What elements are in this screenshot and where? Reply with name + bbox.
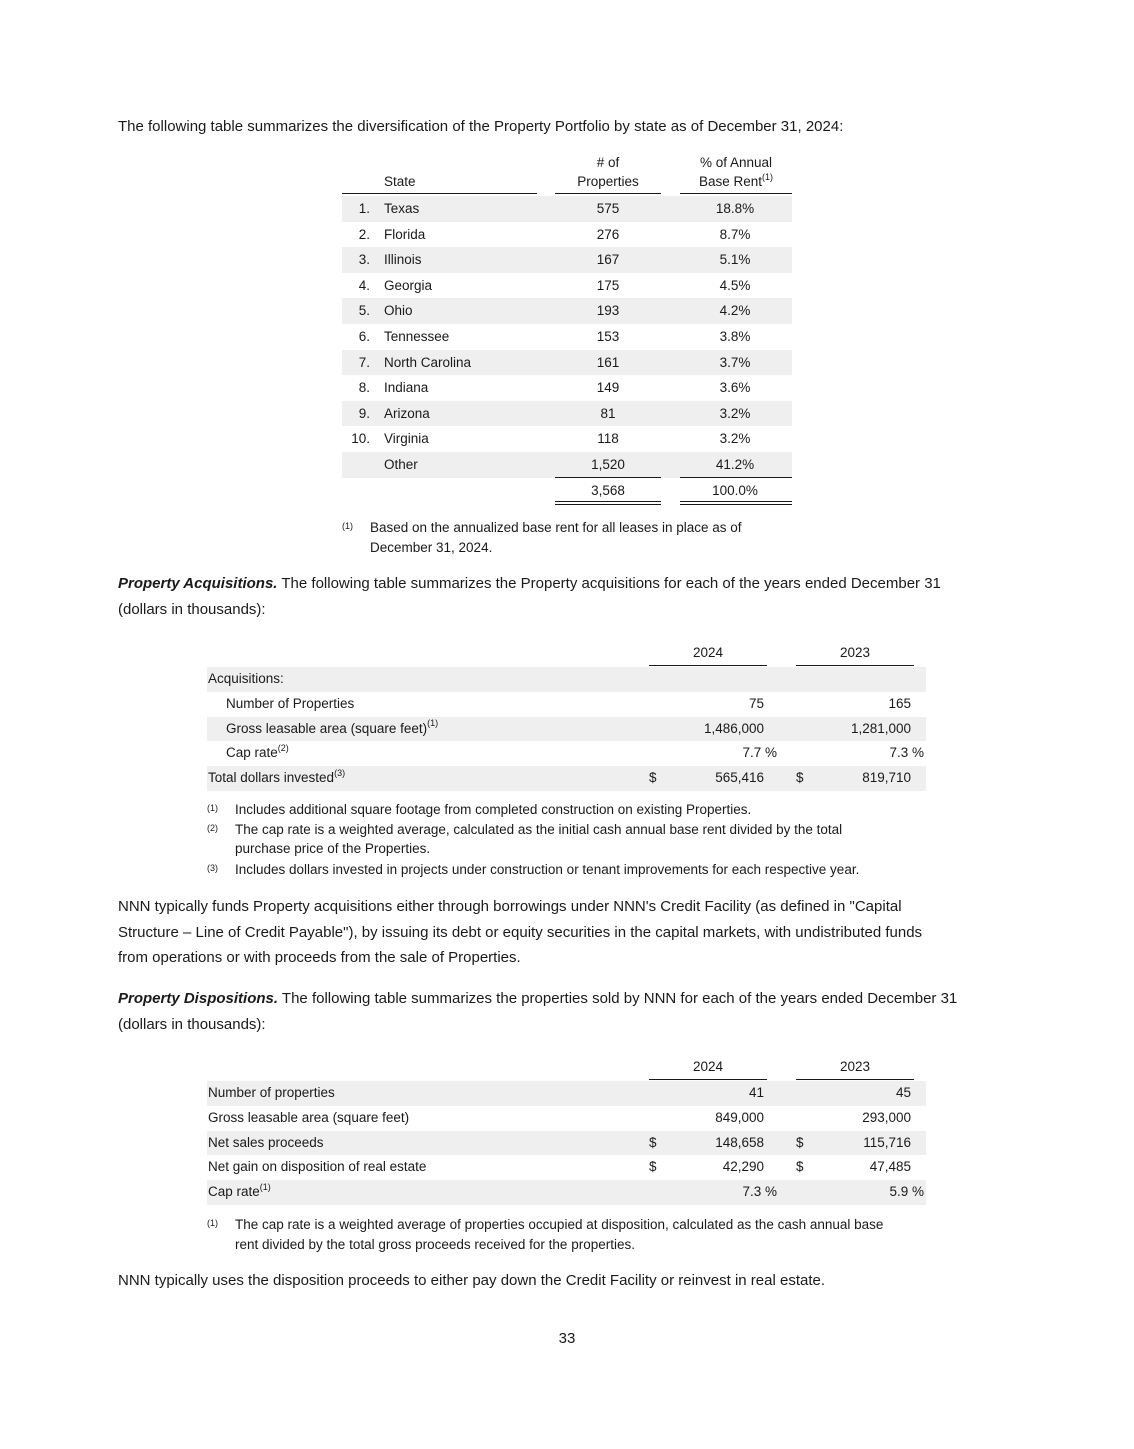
acquisitions-table bbox=[207, 643, 926, 791]
state-name: Florida bbox=[384, 226, 426, 242]
state-rank: 3. bbox=[358, 252, 370, 268]
acquisitions-heading: Property Acquisitions. bbox=[118, 575, 278, 592]
state-property-count: 161 bbox=[596, 354, 620, 370]
state-rent-pct: 18.8% bbox=[715, 201, 755, 216]
disp-row-number-of-properties: Number of properties 41 45 bbox=[207, 1081, 926, 1106]
dispositions-footnote: (1) The cap rate is a weighted average of properties occupied at disposition, calculated as the cash annual base rent divided by the total gross proceeds received for the properties. bbox=[207, 1217, 884, 1252]
state-name: Indiana bbox=[384, 380, 429, 396]
disp-row-gross-leasable-area: Gross leasable area (square feet) 849,000 293,000 bbox=[208, 1109, 911, 1125]
disp-row-net-gain: Net gain on disposition of real estate $ 42,290 $ 47,485 bbox=[208, 1159, 911, 1175]
state-name: Illinois bbox=[384, 252, 422, 268]
state-table-footnote: (1) Based on the annualized base rent for all leases in place as of December 31, 2024. bbox=[342, 520, 742, 555]
state-rank: 1. bbox=[358, 201, 370, 216]
state-rent-pct: 8.7% bbox=[719, 226, 751, 242]
dispositions-heading: Property Dispositions. bbox=[118, 990, 279, 1007]
state-property-count: 167 bbox=[596, 252, 620, 268]
state-property-count: 81 bbox=[600, 405, 616, 421]
acquisitions-footnotes: (1) Includes additional square footage from completed construction on existing Properties. (2) The cap rate is a weighted average, calculated as the initial cash annual base rent divided by the total purchase price of the Properties. (3) Includes dollars invested in projects under construction or tenant improvements for each respective year. bbox=[207, 802, 860, 877]
header-properties: # of Properties bbox=[577, 155, 639, 189]
state-rent-pct: 3.7% bbox=[719, 354, 751, 370]
acq-row-number-of-properties: Number of Properties 75 165 bbox=[226, 695, 911, 711]
state-property-count: 153 bbox=[596, 328, 620, 344]
acq-year-2024: 2024 bbox=[692, 645, 724, 660]
state-table-total-row bbox=[342, 478, 792, 504]
dispositions-table-header bbox=[207, 1057, 926, 1081]
state-property-count: 149 bbox=[596, 380, 620, 396]
intro-paragraph: The following table summarizes the diversification of the Property Portfolio by state as of December 31, 2024: bbox=[118, 118, 844, 135]
acq-row-total-dollars-invested: Total dollars invested$^{(3)}$ $ 565,416 $ 819,710 bbox=[207, 766, 926, 791]
state-property-count: 193 bbox=[596, 303, 620, 319]
funding-paragraph: NNN typically funds Property acquisitions either through borrowings under NNN's Credit Facility (as defined in "Capital Structure – Line of Credit Payable"), by issuing its debt or equity securities in the capital markets, with undistributed funds from operations or with proceeds from the sale of Properties. bbox=[118, 898, 923, 966]
state-name: Virginia bbox=[384, 431, 429, 447]
header-annual-base-rent: % of Annual Base Rent$^{(1)}$ bbox=[698, 155, 774, 189]
header-state: State bbox=[384, 174, 416, 189]
total-pct: 100.0% bbox=[712, 482, 758, 498]
state-rank: 7. bbox=[358, 354, 370, 370]
state-name: Tennessee bbox=[384, 328, 450, 344]
state-rent-pct: 41.2% bbox=[715, 456, 755, 472]
state-row bbox=[342, 324, 792, 350]
acq-year-2023: 2023 bbox=[839, 645, 871, 660]
state-row bbox=[342, 298, 792, 324]
state-diversification-table bbox=[342, 150, 792, 504]
state-rank: 9. bbox=[358, 405, 370, 421]
dispositions-table bbox=[207, 1057, 926, 1205]
state-row bbox=[342, 375, 792, 401]
state-name: Texas bbox=[384, 201, 420, 216]
state-rent-pct: 4.2% bbox=[719, 303, 751, 319]
page-number: 33 bbox=[558, 1330, 576, 1347]
acquisitions-table-header bbox=[207, 643, 926, 667]
dispositions-intro: Property Dispositions. The following table summarizes the properties sold by NNN for each of the years ended December 31 (dollars in thousands): bbox=[118, 990, 958, 1033]
disp-year-2023: 2023 bbox=[839, 1059, 871, 1074]
state-property-count: 575 bbox=[596, 201, 620, 216]
state-property-count: 1,520 bbox=[591, 456, 625, 472]
state-row bbox=[342, 401, 792, 427]
state-rank: 5. bbox=[358, 303, 370, 319]
state-row bbox=[342, 196, 792, 222]
state-rent-pct: 3.6% bbox=[719, 380, 751, 396]
state-row bbox=[342, 222, 792, 248]
state-rent-pct: 4.5% bbox=[719, 277, 751, 293]
state-row bbox=[342, 452, 792, 478]
disp-row-cap-rate: Cap rate$^{(1)}$ 7.3 % 5.9 % bbox=[207, 1180, 926, 1205]
state-property-count: 276 bbox=[596, 226, 620, 242]
state-rank: 10. bbox=[351, 431, 370, 447]
state-rank: 4. bbox=[358, 277, 370, 293]
state-row bbox=[342, 273, 792, 299]
state-rank: 8. bbox=[358, 380, 370, 396]
acquisitions-intro: Property Acquisitions. The following table summarizes the Property acquisitions for each of the years ended December 31 (dollars in thousands): bbox=[118, 575, 941, 618]
acq-row-cap-rate: Cap rate$^{(2)}$ 7.7 % 7.3 % bbox=[226, 742, 924, 761]
acq-section-label-row: Acquisitions: bbox=[207, 667, 926, 692]
state-rent-pct: 3.2% bbox=[719, 431, 751, 447]
state-name: Other bbox=[384, 456, 418, 472]
state-name: Georgia bbox=[384, 277, 433, 293]
state-rent-pct: 3.2% bbox=[719, 405, 751, 421]
state-row bbox=[342, 426, 792, 452]
closing-paragraph: NNN typically uses the disposition proceeds to either pay down the Credit Facility or reinvest in real estate. bbox=[118, 1272, 825, 1289]
acq-row-gross-leasable-area: Gross leasable area (square feet)$^{(1)}$ 1,486,000 1,281,000 bbox=[207, 717, 926, 742]
state-name: Ohio bbox=[384, 303, 413, 319]
state-table-header bbox=[342, 150, 792, 194]
state-name: North Carolina bbox=[384, 354, 472, 370]
state-name: Arizona bbox=[384, 405, 430, 421]
total-properties: 3,568 bbox=[591, 482, 625, 498]
state-rank: 2. bbox=[358, 226, 370, 242]
disp-row-net-sales-proceeds: Net sales proceeds $ 148,658 $ 115,716 bbox=[207, 1131, 926, 1156]
state-rent-pct: 5.1% bbox=[719, 252, 751, 268]
state-property-count: 118 bbox=[597, 431, 619, 447]
state-property-count: 175 bbox=[596, 277, 620, 293]
state-row bbox=[342, 247, 792, 273]
state-row bbox=[342, 350, 792, 376]
disp-year-2024: 2024 bbox=[692, 1059, 724, 1074]
state-rent-pct: 3.8% bbox=[719, 328, 751, 344]
state-rank: 6. bbox=[358, 328, 370, 344]
